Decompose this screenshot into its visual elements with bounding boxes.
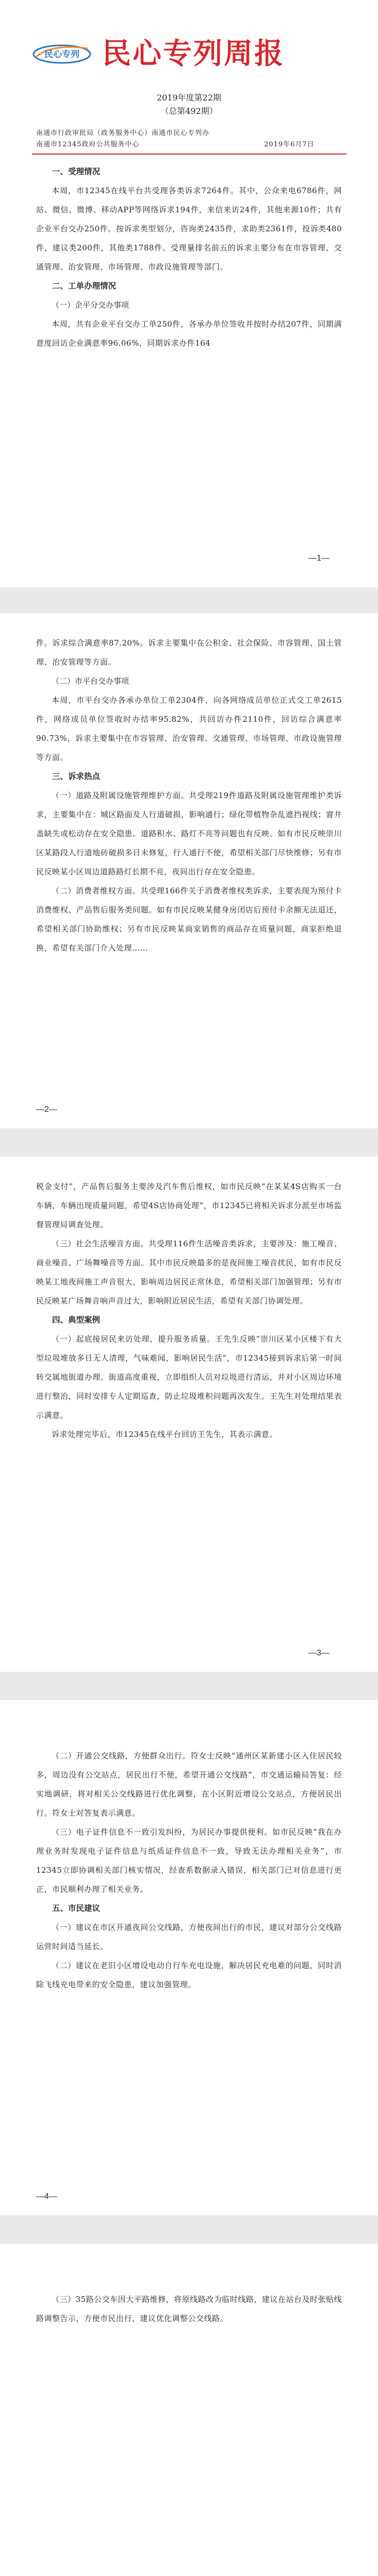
- page-2: [0, 613, 378, 1128]
- paragraph: 本周，市12345在线平台共受理各类诉求7264件。其中，公众来电6786件，网站、微信、微博、移动APP等网络诉求194件，来信来访24件，其他来源10件；共有企业平台交办250件。按诉求类型划分，咨询类2435件，求助类2361件，投诉类480件，建议类200件，其他类1788件。受理量排名前五的诉求主要分布在市容管理、交通管理、治安管理、市场管理、市政设施管理等部门。: [36, 186, 342, 272]
- page-5: [0, 2244, 378, 2576]
- paragraph: （一）道路及附属设施管理维护方面。共受理219件道路及附属设施管理维护类诉求，主要集中在：城区路面及人行道破损，影响通行；绿化带植物杂乱遮挡视线；窨井盖缺失或松动存在安全隐患。道路积水、路灯不亮等问题也有反映。如有市民反映崇川区某路段人行道地砖破损多日未修复，行人通行不便，希望相关部门尽快维修；另有市民反映某小区周边道路路灯长期不亮，夜间出行存在安全隐患。: [36, 791, 342, 876]
- page-3: [0, 1157, 378, 1672]
- page-number: —4—: [36, 2192, 57, 2201]
- page-number: —3—: [308, 1649, 330, 1657]
- page-5-content: [36, 2290, 342, 2328]
- paragraph: （三）电子证件信息不一致引发纠纷，为居民办事提供便利。如市民反映“我在办理业务时发现电子证件信息与纸质证件信息不一致，导致无法办理相关业务”，市12345立即协调相关部门核实情况，经查系数据录入错误，相关部门已对信息进行更正，市民顺利办理了相关业务。: [36, 1827, 342, 1894]
- section-heading: 四、典型案例: [52, 1315, 101, 1325]
- paragraph: 税金支付”，产品售后服务主要涉及汽车售后维权，如市民反映“在某某4S店购买一台车辆，车辆出现质量问题，希望4S店协商处理”，市12345已将相关诉求分派至市场监督管理局调查处理。: [36, 1182, 342, 1229]
- page-number: —1—: [308, 554, 330, 563]
- paragraph: 件。诉求综合满意率87.20%。诉求主要集中在公积金、社会保险、市容管理、国土管理、治安管理等方面。: [36, 638, 342, 667]
- paragraph: （一）起底接居民来访处理，提升服务质量。王先生反映“崇川区某小区楼下有大型垃圾堆放多日无人清理，气味难闻，影响居民生活”，市12345接到诉求后第一时间转交属地街道办理。街道高度重视，立即组织人员对垃圾进行清运，并对小区周边环境进行整治，同时安排专人定期巡查，防止垃圾堆积问题再次发生。王先生对处理结果表示满意。: [36, 1334, 342, 1420]
- paragraph: （一）建议在市区开通夜间公交线路，方便夜间出行的市民，建议对部分公交线路运营时间适当延长。: [36, 1923, 342, 1951]
- issue-date: 2019年6月7日: [264, 141, 315, 148]
- org-line-1: 南通市行政审批局（政务服务中心）南通市民心专列办: [36, 129, 210, 137]
- page-3-content: [36, 1177, 342, 1444]
- paragraph: （三）社会生活噪音方面。共受理116件生活噪音类诉求，主要涉及：施工噪音、商业噪音、广场舞噪音等方面。其中市民反映最多的是夜间施工噪音扰民，如有市民反映某工地夜间施工声音很大，影响周边居民正常休息，希望相关部门加强管理；另有市民反映某广场舞音响声音过大，影响附近居民生活，希望有关部门协调处理。: [36, 1239, 342, 1306]
- section-heading: 五、市民建议: [52, 1904, 101, 1913]
- subsection-heading: （一）企平分交办事项: [52, 300, 129, 310]
- page-gap: [0, 2215, 378, 2244]
- page-1: [0, 0, 378, 587]
- page-gap: [0, 587, 378, 613]
- paragraph: 本周，市平台交办各承办单位工单2304件，向各网络成员单位正式交工单2615件，网络成员单位签收时办结率95.82%，共回访办件2110件，回访综合满意率90.73%，诉求主要集中在市容管理、治安管理、交通管理、市场管理、市政设施管理等方面。: [36, 696, 342, 762]
- subsection-heading: （二）市平台交办事项: [52, 676, 129, 686]
- section-heading: 二、工单办理情况: [52, 281, 117, 291]
- paragraph: 本周，共有企业平台交办工单250件，各承办单位签收并按时办结207件，同期满意度回访企业满意率96.06%，同期诉求办件164: [36, 319, 342, 348]
- issue-number: 2019年度第22期: [156, 93, 222, 103]
- page-1-content: [36, 162, 342, 353]
- masthead-title: 民心专列周报: [102, 37, 285, 71]
- paragraph: 诉求处理完毕后，市12345在线平台回访王先生，其表示满意。: [52, 1430, 277, 1439]
- section-heading: 三、诉求热点: [52, 772, 101, 781]
- page-gap: [0, 1672, 378, 1700]
- page-gap: [0, 1128, 378, 1157]
- paragraph: （二）消费者维权方面。共受理166件关于消费者维权类诉求，主要表现为预付卡消费维权、产品售后服务类问题。如有市民反映某健身房闭店后预付卡余额无法退还，希望相关部门协助维权；另有市民反映某商家销售的商品存在质量问题，商家拒绝退换，希望有关部门介入处理……: [36, 886, 342, 953]
- paragraph: （三）35路公交车因大平路维修，将原线路改为临时线路，建议在站台及时张贴线路调整告示，方便市民出行，建议优化调整公交线路。: [36, 2295, 342, 2323]
- page-number: —2—: [36, 1105, 57, 1114]
- page-2-content: [36, 634, 342, 958]
- page-4-content: [36, 1747, 342, 1994]
- logo-icon: [32, 41, 93, 65]
- logo-text: 民心专列: [44, 49, 79, 60]
- issue-total: （总第492期）: [160, 106, 218, 116]
- header-divider: [32, 154, 347, 155]
- org-line-2: 南通市12345政府公共服务中心: [36, 141, 140, 148]
- page-4: [0, 1700, 378, 2215]
- paragraph: （二）开通公交线路，方便群众出行。符女士反映“通州区某新建小区入住居民较多，周边没有公交站点，居民出行不便，希望开通公交线路”，市交通运输局答复：经实地调研，将对相关公交线路进行优化调整，在小区附近增设公交站点，方便居民出行。符女士对答复表示满意。: [36, 1751, 342, 1818]
- paragraph: （二）建议在老旧小区增设电动自行车充电设施，解决居民充电难的问题，同时消除飞线充电带来的安全隐患，建议加强管理。: [36, 1961, 342, 1989]
- section-heading: 一、受理情况: [52, 167, 101, 176]
